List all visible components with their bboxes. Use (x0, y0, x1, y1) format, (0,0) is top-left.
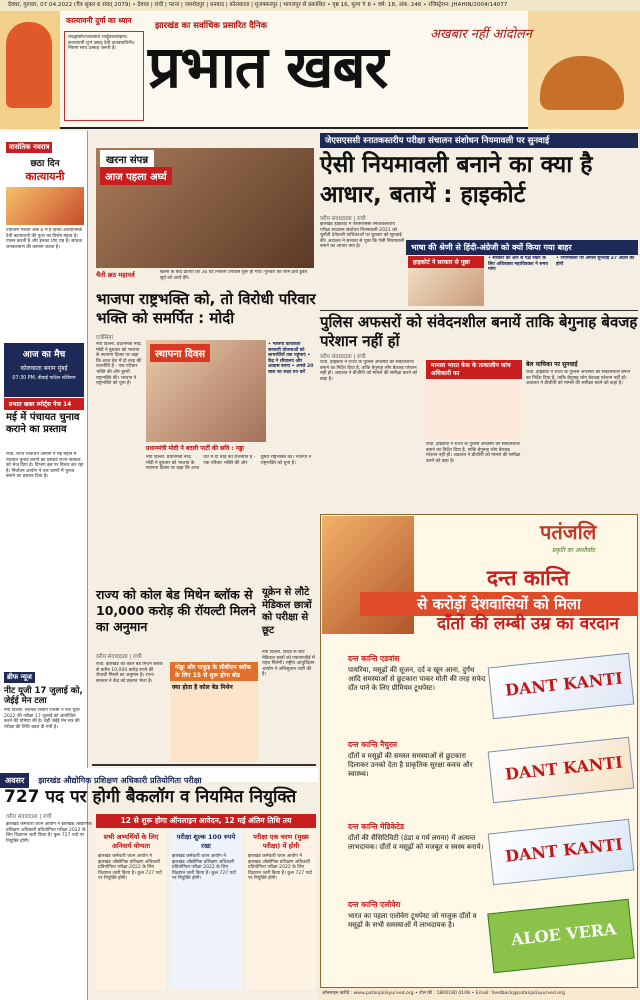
question-1: • सरकार की ओर से पक्ष रखने के लिए अधिवक्ता महाधिवक्ता ने समय मांगा (488, 256, 548, 273)
bottom-box-2 (170, 830, 242, 990)
sthapana-tag: स्थापना दिवस (150, 344, 210, 362)
ad-item-2 (348, 740, 488, 779)
ukraine-headline[interactable]: यूक्रेन से लौटे मेडिकल छात्रों को परीक्षा से छूट (262, 587, 312, 636)
goddess-photo (6, 187, 84, 225)
lead-subtag: आज पहला अर्घ्य (100, 167, 172, 185)
brief-tag: ब्रीफ न्यूज (4, 672, 35, 683)
ad-head-2: से करोड़ों देशवासियों को मिला (360, 592, 638, 616)
bottom-box-2-text: झारखंड कर्मचारी चयन आयोग ने झारखंड औद्योगिक प्रशिक्षण अधिकारी प्रतियोगिता परीक्षा-2022 के लिए विज्ञापन जारी किया है। कुल 727 पदों पर नियुक्ति होगी। (172, 854, 236, 882)
court-tag: हाइकोर्ट ने सरकार से पूछा (408, 256, 484, 268)
modi-headline[interactable]: भाजपा राष्ट्रभक्ति को, तो विरोधी परिवार भक्ति को समर्पित : मोदी (96, 290, 316, 327)
coal-box (170, 662, 258, 762)
pack-label-4: ALOE VERA (510, 919, 618, 950)
newspaper-logo[interactable]: प्रभात खबर (148, 33, 388, 101)
bottom-box-3-text: झारखंड कर्मचारी चयन आयोग ने झारखंड औद्योगिक प्रशिक्षण अधिकारी प्रतियोगिता परीक्षा-2022 के लिए विज्ञापन जारी किया है। कुल 727 पदों पर नियुक्ति होगी। (248, 854, 312, 882)
lead-tag: खरना संपन्न (100, 150, 154, 168)
panchayat-text: रांची. राज्य निर्वाचन आयोग ने मई महीने में पंचायत चुनाव कराने का प्रस्ताव राज्य सरकार को भेज दिया है। विभाग इस पर विचार कर रहा है। निर्वाचन आयोग ने चार चरणों में चुनाव कराने का प्रस्ताव दिया है। (6, 452, 84, 480)
bottom-byline: वरीय संवाददाता | रांची (6, 814, 52, 820)
patanjali-slogan: प्रकृति का आशीर्वाद (552, 547, 595, 554)
pack-label-1: DANT KANTI (504, 668, 624, 700)
police-col3-head: बेल याचिका पर सुनवाई (526, 361, 578, 368)
bottom-box-1-text: झारखंड कर्मचारी चयन आयोग ने झारखंड औद्योगिक प्रशिक्षण अधिकारी प्रतियोगिता परीक्षा-2022 के लिए विज्ञापन जारी किया है। कुल 727 पदों पर नियुक्ति होगी। (98, 854, 162, 882)
section-tag: वासंतिक नवरात्र (6, 142, 52, 153)
ad-item-4 (348, 900, 488, 930)
ad-head-3: दाँतों की लम्बी उम्र का वरदान (437, 614, 619, 634)
coal-byline: वरीय संवाददाता | रांची (96, 654, 142, 660)
modi-byline: एजेंसियां (96, 335, 113, 341)
goddess-figure-icon (6, 22, 52, 108)
ad-item-2-title: दन्त कान्ति नैचुरल (348, 740, 398, 749)
neet-text: नयी दिल्ली. नेशनल टेस्टिंग एजेंसी ने नीट यूजी 2022 की परीक्षा 17 जुलाई को आयोजित करने की घोषणा की है। वहीं जेईई मेन सत्र की परीक्षा की तिथि बदल दी गयी है। (4, 708, 80, 730)
bottom-box-3-title: परीक्षा एक चरण (मुख्य परीक्षा) में होगी (253, 833, 309, 850)
police-text-2: रांची. हाइकोर्ट ने राज्य के पुलिस अफसरों को संवेदनशील बनाने का निर्देश दिया है, ताकि बेगुनाह लोग बेवजह परेशान नहीं हों। अदालत ने डीजीपी को मामले की समीक्षा करने को कहा है। (426, 442, 521, 464)
ad-item-1 (348, 654, 488, 693)
coal-box-sub: क्या होता है कोल बेड मिथेन (172, 684, 233, 691)
police-box (426, 360, 522, 440)
language-bar: भाषा की श्रेणी से हिंदी-अंग्रेजी को क्यों किया गया बाहर (406, 240, 638, 255)
coal-text: रांची. झारखंड को कोल बेड मिथेन ब्लॉक से करीब 10,000 करोड़ रुपये की रॉयल्टी मिलने का अनुमान है। राज्य सरकार ने केंद्र को प्रस्ताव भेजा है। (96, 662, 163, 684)
bottom-redbar: 12 से शुरू होगा ऑनलाइन आवेदन, 12 मई अंतिम तिथि तय (96, 814, 316, 828)
coal-headline[interactable]: राज्य को कोल बेड मिथेन ब्लॉक से 10,000 करोड़ की रॉयल्टी मिलने का अनुमान (96, 587, 256, 634)
ukraine-text: नयी दिल्ली. विदेश से लौटे मेडिकल छात्रों को एफएमजीई में राहत मिलेगी। राष्ट्रीय आयुर्विज्ञान आयोग ने अधिसूचना जारी की है। (262, 650, 315, 678)
brief-news-box (4, 664, 84, 776)
bottom-tag: अवसर (0, 773, 29, 788)
bottom-box-1-title: सभी अभ्यर्थियों के लिए अनिवार्य योग्यता (103, 833, 159, 850)
bottom-text: झारखंड कर्मचारी चयन आयोग ने झारखंड औद्योगिक प्रशिक्षण अधिकारी प्रतियोगिता परीक्षा-2022 के लिए विज्ञापन जारी किया है। कुल 727 पदों पर नियुक्ति होगी। (6, 822, 92, 844)
bottom-kicker-bar (0, 768, 318, 785)
ipl-title: आज का मैच (22, 350, 66, 360)
dateline: देवघर, गुरुवार, 07.04.2022 (चैत्र शुक्ल 6 संवत् 2079) • देवघर | रांची | पटना | जमशेदपुर | धनबाद | कोलकाता | मुजफ्फरपुर | भागलपुर से प्रकाशित • पृष्ठ 16, मूल्य ₹ 6 • वर्ष: 18, अंक: 246 • रजिस्ट्रेशन: JHAHIN/2004/14077 (0, 0, 640, 11)
goddess-name: कात्यायनी (25, 170, 65, 183)
right-main-text: झारखंड हाइकोर्ट ने जेएसएससी स्नातकस्तरीय परीक्षा संचालन संशोधन नियमावली-2021 को चुनौती देनेवाली याचिकाओं पर बुधवार को सुनवाई की। अदालत ने सरकार से पूछा कि ऐसी नियमावली बनाने का आधार क्या है। (320, 222, 405, 250)
right-kicker: जेएसएससी स्नातकस्तरीय परीक्षा संचालन संशोधन नियमावली पर सुनवाई (320, 133, 638, 148)
ad-footer[interactable]: ऑनलाइन खरीदें : www.patanjaliayurved.org • टोल फ्री : 1800180 4108 • Email: feedback@patanjaliayurved.org (318, 988, 640, 1000)
patanjali-brand[interactable]: पतंजलि (540, 520, 597, 544)
divider (92, 764, 316, 766)
photo-caption-text: खरना के बाद व्रतियों का 36 घंटे निर्जला उपवास शुरू हो गया। गुरुवार की शाम व्रती डूबते सूर्य को अर्घ्य देंगे। (160, 270, 308, 281)
coal-box-title: गोड्डा और पाकुड़ के सीबीएम ब्लॉक के लिए 15 से शुरू होगा बोड (170, 662, 258, 681)
police-text: रांची. हाइकोर्ट ने राज्य के पुलिस अफसरों को संवेदनशील बनाने का निर्देश दिया है, ताकि बेगुनाह लोग बेवजह परेशान नहीं हों। अदालत ने डीजीपी को मामले की समीक्षा करने को कहा है। (320, 360, 418, 382)
ad-item-4-text: भारत का पहला एलोवेरा टूथपेस्ट जो नाजुक दाँतों व मसूढ़ों के सभी समस्याओं में लाभदायक है। (348, 912, 477, 929)
modi-text-continued: नयी दिल्ली. प्रधानमंत्री नरेंद्र मोदी ने बुधवार को भाजपा के स्थापना दिवस पर कहा कि आज देश में दो तरह की राजनीति है - एक परिवार भक्ति की और दूसरी राष्ट्रभक्ति की। भाजपा ने राष्ट्रभक्ति को चुना है। (146, 455, 311, 472)
right-main-headline[interactable]: ऐसी नियमावली बनाने का क्या है आधार, बतायें : हाइकोर्ट (320, 152, 593, 208)
ad-person-photo (322, 516, 414, 634)
day-label: छठा दिन (30, 159, 60, 169)
ad-item-1-text: पायरिया, मसूढ़ों की सूजन, दर्द व खून आना, दुर्गंध आदि समस्याओं से छुटकारा पाकर मोती की तरह सफेद दाँत पाने के लिए प्रीमियम टूथपेस्ट। (348, 666, 486, 692)
ad-item-3-title: दन्त कान्ति मेडिकेटेड (348, 822, 405, 831)
bottom-kicker: झारखंड औद्योगिक प्रशिक्षण अधिकारी प्रतियोगिता परीक्षा (38, 776, 202, 785)
police-box-title: मामला भारत केस के तत्कालीन जांच अधिकारी का (426, 360, 522, 379)
panchayat-headline[interactable]: मई में पंचायत चुनाव कराने का प्रस्ताव (6, 412, 80, 435)
ad-item-3-text: दाँतों की सैंसिटिविटी (ठंडा व गर्म लगना) में अत्यन्त लाभदायक। दाँतों व मसूढ़ों को मजबूत व स्वस्थ बनाये। (348, 834, 484, 851)
modi-photo-caption: प्रधानमंत्री मोदी ने बदली पार्टी की छवि : नड्डा (146, 445, 244, 452)
modi-bullets: • भाजपा कार्यकर्ता सरकारी योजनाओं को लाभार्थियों तक पहुंचाएं • केंद्र ने शौचालय और आवास बनाए • अगले 20 साल का लक्ष्य तय करें (268, 342, 314, 375)
promo-title: कात्यायनी दुर्गा का ध्यान (66, 16, 132, 25)
neet-headline[interactable]: नीट यूजी 17 जुलाई को, जेईई मेन टला (4, 686, 83, 706)
ad-item-2-text: दाँतों व मसूढ़ों की समस्त समस्याओं से छुटकारा दिलाकर उनको देता है प्राकृतिक सुरक्षा कवच और स्वास्थ्य। (348, 752, 473, 778)
ipl-box[interactable] (4, 343, 84, 397)
photo-caption: चैती छठ महापर्व (96, 271, 135, 279)
ad-head-1: दन्त कान्ति (486, 566, 570, 590)
pack-label-3: DANT KANTI (504, 834, 624, 866)
goddess-text: ज्योतिष भारती अंक 6 में है हिन्दी आध्यात्मिक देवी कात्यायनी की पूजा का विशेष महत्व है। पालन करती है और इनका ध्येय यह है। साधक जनकल्याण की कामना करता है। (6, 228, 83, 250)
promo-text: चन्द्रहासोज्ज्वलकरा शार्दूलवरवाहना। कात्यायनी शुभं दद्याद् देवी दानवघातिनी॥ नियमा साथ उत्साह जरूरी है। (64, 31, 144, 121)
ipl-footer: प्रभात खबर स्पोर्ट्स पेज 14 (4, 398, 84, 410)
police-byline: वरीय संवाददाता | रांची (320, 354, 366, 360)
ad-item-4-title: दन्त कान्ति एलोवेरा (348, 900, 401, 909)
masthead-motto: अखबार नहीं आंदोलन (430, 27, 533, 42)
ipl-time: 07:30 PM, डीवाई पाटिल स्टेडियम (12, 376, 76, 381)
ipl-teams: कोलकाता बनाम मुंबई (20, 365, 68, 372)
bottom-box-1 (96, 830, 166, 990)
police-text-3: रांची. हाइकोर्ट ने राज्य के पुलिस अफसरों को संवेदनशील बनाने का निर्देश दिया है, ताकि बेगुनाह लोग बेवजह परेशान नहीं हों। अदालत ने डीजीपी को मामले की समीक्षा करने को कहा है। (526, 370, 631, 387)
police-headline[interactable]: पुलिस अफसरों को संवेदनशील बनायें ताकि बेगुनाह बेवजह परेशान नहीं हों (320, 310, 638, 351)
masthead-tagline: झारखंड का सर्वाधिक प्रसारित दैनिक (155, 21, 268, 31)
question-2: • नियमावली पर अगली सुनवाई 27 अप्रैल को होगी (556, 256, 635, 267)
ad-item-3 (348, 822, 488, 852)
modi-text: नयी दिल्ली. प्रधानमंत्री नरेंद्र मोदी ने बुधवार को भाजपा के स्थापना दिवस पर कहा कि आज देश में दो तरह की राजनीति है - एक परिवार भक्ति की और दूसरी राष्ट्रभक्ति की। भाजपा ने राष्ट्रभक्ति को चुना है। (96, 342, 142, 387)
bottom-box-2-title: परीक्षा शुल्क 100 रुपये रखा (176, 833, 236, 850)
bottom-headline[interactable]: 727 पद पर होगी बैकलॉग व नियमित नियुक्ति (4, 787, 297, 807)
ad-item-1-title: दन्त कान्ति एडवांस (348, 654, 400, 663)
bottom-box-3 (246, 830, 316, 990)
pack-label-2: DANT KANTI (504, 752, 624, 784)
right-byline: वरीय संवाददाता | रांची (320, 216, 366, 222)
